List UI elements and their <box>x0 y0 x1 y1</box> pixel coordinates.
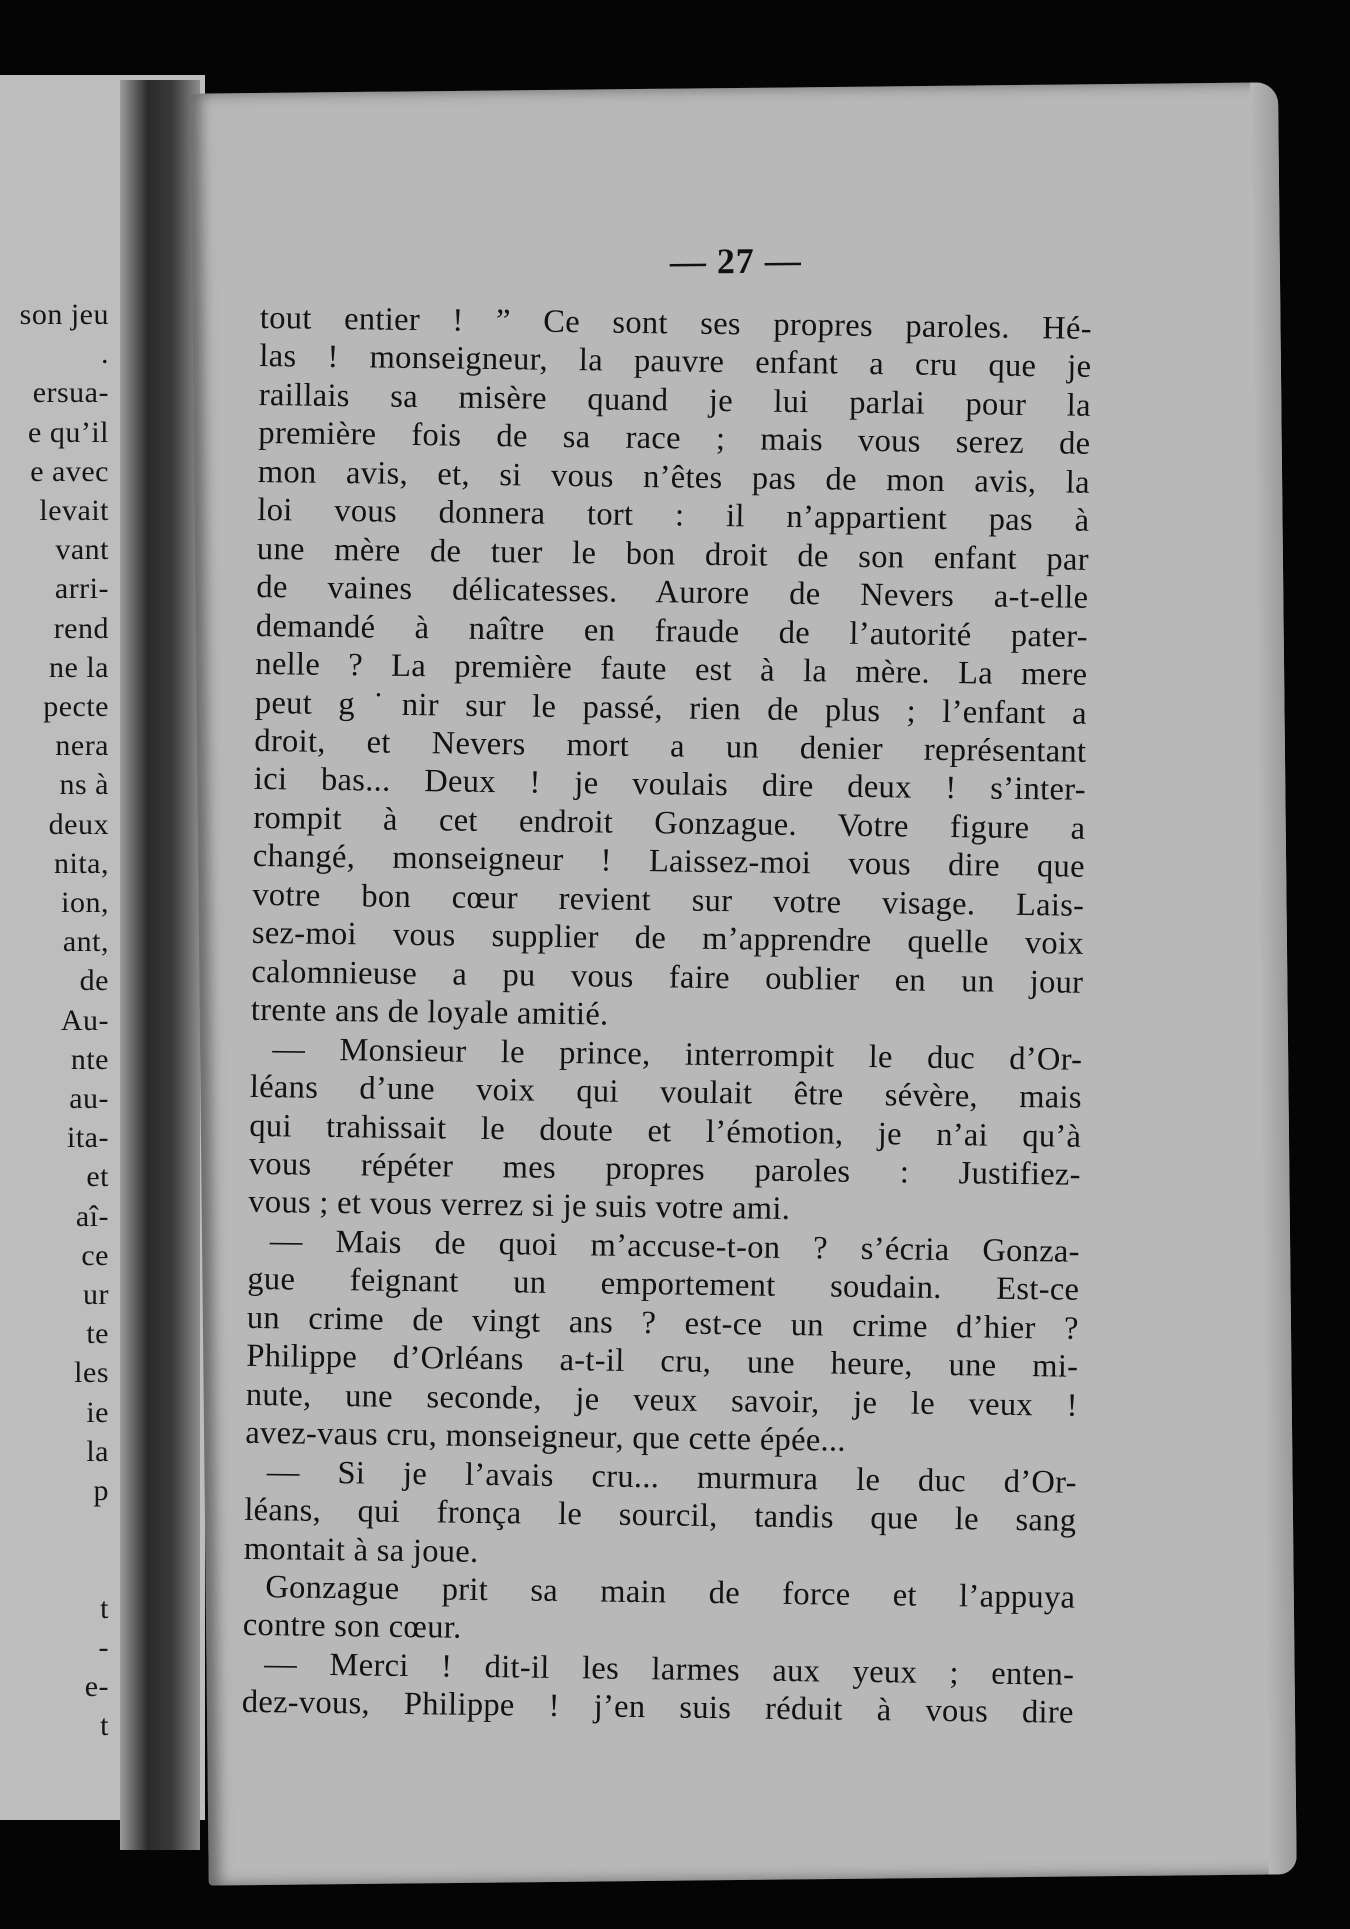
text-line: Philippe d’Orléans a-t-il cru, une heure, une mi- <box>246 1338 1079 1386</box>
text-line: loi vous donnera tort : il n’appartient pas à <box>257 492 1090 540</box>
text-line: avez-vaus cru, monseigneur, que cette épée... <box>245 1415 847 1459</box>
left-text-line: ersua- <box>32 376 109 410</box>
left-text-line: son jeu <box>19 298 109 331</box>
left-text-line: ns à <box>59 768 109 802</box>
text-line: — Mais de quoi m’accuse-t-on ? s’écria Gonza- <box>269 1223 1081 1270</box>
left-text-line <box>0 1510 109 1549</box>
left-text-line: ita- <box>67 1121 109 1155</box>
left-page-text <box>0 295 109 1746</box>
left-text-line: ce <box>81 1238 109 1272</box>
text-line: las ! monseigneur, la pauvre enfant a cru que je <box>259 338 1092 386</box>
left-text-line: e- <box>84 1670 109 1704</box>
text-line: une mère de tuer le bon droit de son enfant par <box>256 530 1090 578</box>
left-text-line: de <box>79 964 109 998</box>
text-line: gue feignant un emportement soudain. Est-ce <box>247 1261 1080 1309</box>
left-text-line: deux <box>48 807 109 841</box>
left-text-line: - <box>98 1630 109 1664</box>
left-text-line: . <box>101 337 109 371</box>
page-body-text <box>242 299 1093 1733</box>
text-line: de vaines délicatesses. Aurore de Nevers a-t-elle <box>256 569 1089 617</box>
text-line: première fois de sa race ; mais vous serez de <box>258 415 1091 463</box>
left-text-line: ur <box>83 1278 109 1312</box>
text-line: — Si je l’avais cru... murmura le duc d’Or- <box>266 1453 1077 1501</box>
text-line: qui trahissait le doute et l’émotion, je n’ai qu’à <box>249 1107 1082 1155</box>
text-line: dez-vous, Philippe ! j’en suis réduit à vous dire <box>241 1684 1074 1732</box>
left-text-line: au- <box>69 1082 109 1116</box>
text-line: droit, et Nevers mort a un denier représentant <box>254 722 1087 770</box>
page-number: — 27 — <box>669 240 803 282</box>
left-text-line: ne la <box>49 650 109 684</box>
left-text-line: Au- <box>60 1003 109 1037</box>
left-text-line: ant, <box>62 925 109 959</box>
left-text-line: nita, <box>54 846 109 880</box>
left-text-line: la <box>86 1434 109 1468</box>
text-line: demandé à naître en fraude de l’autorité pater- <box>255 607 1089 655</box>
left-text-line: ion, <box>61 886 109 920</box>
text-line: rompit à cet endroit Gonzague. Votre figure a <box>253 799 1086 847</box>
text-line: ici bas... Deux ! je voulais dire deux ! s’inter- <box>253 761 1087 809</box>
text-line: votre bon cœur revient sur votre visage. Lais- <box>252 876 1085 924</box>
left-text-line: et <box>86 1160 109 1194</box>
page-edge <box>1250 82 1297 1874</box>
text-line: Gonzague prit sa main de force et l’appuya <box>265 1569 1076 1616</box>
book-binding-gutter <box>120 80 200 1850</box>
text-line: — Monsieur le prince, interrompit le duc d’Or- <box>272 1030 1083 1078</box>
left-text-line: nte <box>70 1042 109 1076</box>
left-text-line: aî- <box>75 1199 109 1233</box>
text-line: nelle ? La première faute est à la mère. La mere <box>255 646 1088 693</box>
text-line: léans d’une voix qui voulait être sévère, mais <box>249 1068 1083 1116</box>
text-line: trente ans de loyale amitié. <box>250 992 609 1033</box>
left-text-line: t <box>100 1709 109 1743</box>
text-line: un crime de vingt ans ? est-ce un crime d’hier ? <box>246 1299 1080 1347</box>
left-text-line: nera <box>55 729 109 763</box>
left-text-line: e qu’il <box>28 415 109 449</box>
left-text-line: levait <box>39 494 109 528</box>
text-line: léans, qui fronça le sourcil, tandis que le sang <box>244 1491 1077 1539</box>
text-line: nute, une seconde, je veux savoir, je le veux ! <box>245 1376 1079 1424</box>
left-text-line: ie <box>86 1395 109 1429</box>
text-line: vous ; et vous verrez si je suis votre ami. <box>248 1184 791 1228</box>
left-text-line: arri- <box>54 572 109 606</box>
left-text-line: p <box>93 1474 109 1508</box>
text-line: contre son cœur. <box>242 1607 462 1647</box>
text-line: mon avis, et, si vous n’êtes pas de mon avis, la <box>257 453 1091 501</box>
left-text-line: te <box>86 1317 109 1351</box>
book-page <box>190 82 1297 1885</box>
left-text-line: vant <box>55 533 109 567</box>
text-line: montait à sa joue. <box>243 1530 479 1570</box>
text-line: vous répéter mes propres paroles : Justifiez- <box>248 1145 1082 1193</box>
text-line: — Merci ! dit-il les larmes aux yeux ; enten- <box>264 1646 1075 1693</box>
text-line: sez-moi vous supplier de m’apprendre quelle voix <box>251 915 1085 963</box>
left-text-line: pecte <box>43 690 109 724</box>
text-line: peut g˙nir sur le passé, rien de plus ; l’enfant a <box>254 684 1088 732</box>
left-text-line: les <box>74 1356 109 1390</box>
left-text-line: t <box>100 1591 109 1625</box>
left-text-line: rend <box>53 611 109 645</box>
left-text-line: e avec <box>30 454 109 488</box>
text-line: changé, monseigneur ! Laissez-moi vous dire que <box>252 838 1086 886</box>
left-text-line <box>0 1550 109 1589</box>
text-line: tout entier ! ” Ce sont ses propres paroles. Hé- <box>259 299 1093 347</box>
text-line: calomnieuse a pu vous faire oublier en un jour <box>251 953 1084 1001</box>
text-line: raillais sa misère quand je lui parlai pour la <box>258 376 1092 424</box>
